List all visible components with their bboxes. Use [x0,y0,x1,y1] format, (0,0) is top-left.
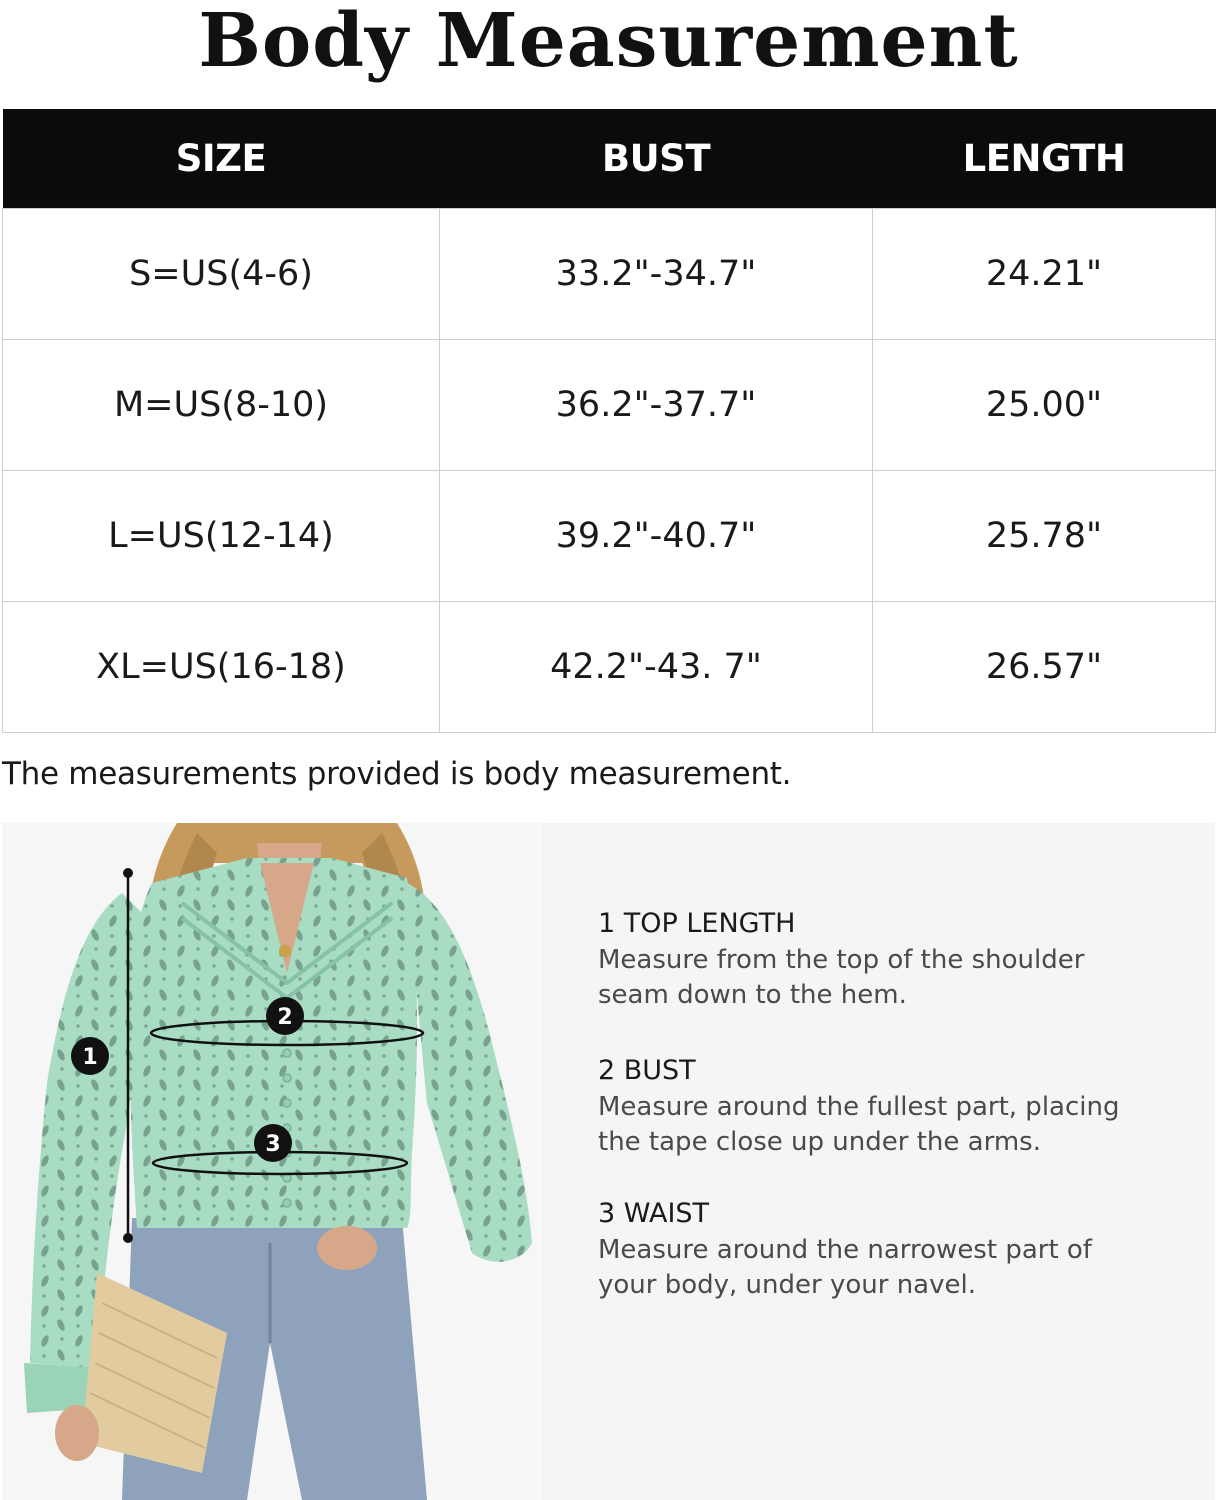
cell-bust: 42.2"-43. 7" [440,602,873,733]
cell-size: XL=US(16-18) [3,602,440,733]
cell-length: 26.57" [873,602,1216,733]
guide-title: 3 WAIST [598,1198,710,1229]
cell-length: 25.00" [873,340,1216,471]
size-chart-table [2,109,1216,733]
model-illustration [2,823,539,1500]
cell-size: S=US(4-6) [3,209,440,340]
header-length: LENGTH [873,109,1216,209]
cell-size: L=US(12-14) [3,471,440,602]
guide-description: Measure from the top of the shoulder seam down to the hem. [598,945,1085,1010]
cell-bust: 39.2"-40.7" [440,471,873,602]
model-photo [2,823,539,1500]
measurement-note: The measurements provided is body measurement. [2,756,792,792]
measuring-guide [540,823,1215,1500]
page-title: Body Measurement [198,0,1019,84]
guide-title: 2 BUST [598,1055,696,1086]
guide-item-waist [598,1197,1198,1303]
svg-text:3: 3 [265,1132,281,1157]
marker-1 [71,1037,109,1075]
header-size: SIZE [3,109,440,209]
svg-text:2: 2 [277,1005,293,1030]
table-header-row [3,109,1216,209]
svg-text:1: 1 [82,1045,98,1070]
cell-length: 25.78" [873,471,1216,602]
guide-item-bust [598,1054,1198,1160]
table-row [3,471,1216,602]
cell-length: 24.21" [873,209,1216,340]
table-row [3,340,1216,471]
guide-title: 1 TOP LENGTH [598,908,796,939]
header-bust: BUST [440,109,873,209]
marker-3 [254,1124,292,1162]
cell-size: M=US(8-10) [3,340,440,471]
guide-description: Measure around the narrowest part of your body, under your navel. [598,1235,1092,1300]
guide-description: Measure around the fullest part, placing the tape close up under the arms. [598,1092,1120,1157]
table-row [3,209,1216,340]
marker-2 [266,997,304,1035]
table-row [3,602,1216,733]
cell-bust: 33.2"-34.7" [440,209,873,340]
cell-bust: 36.2"-37.7" [440,340,873,471]
guide-item-top-length [598,907,1198,1013]
